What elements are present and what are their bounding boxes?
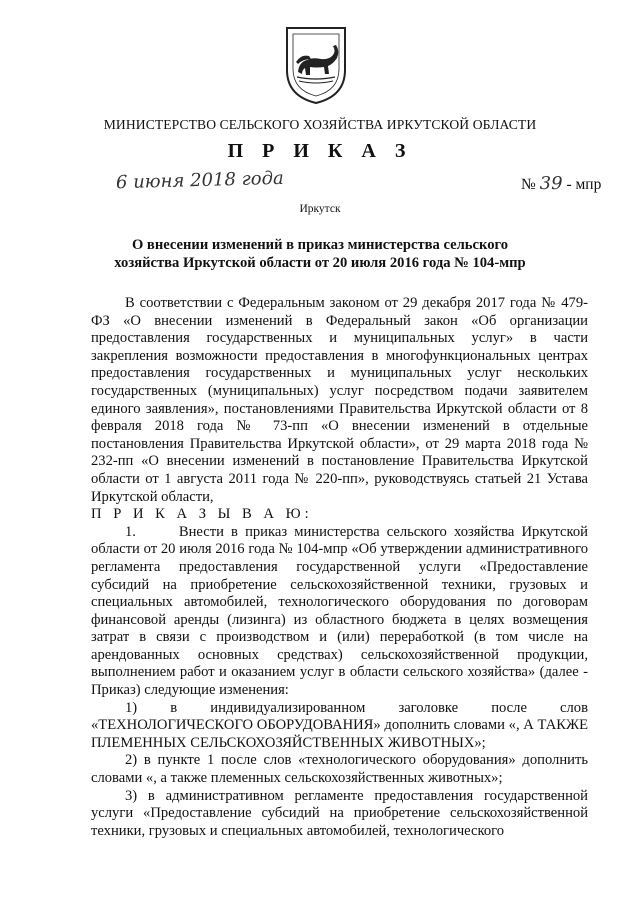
order-number bbox=[521, 173, 601, 194]
subitem-1-paragraph: 1) в индивидуализированном заголовке после слов «ТЕХНОЛОГИЧЕСКОГО ОБОРУДОВАНИЯ» дополнить словами «, А ТАКЖЕ ПЛЕМЕННЫХ СЕЛЬСКОХОЗЯЙСТВЕННЫХ ЖИВОТНЫХ»; bbox=[91, 699, 588, 751]
subitem-2-paragraph: 2) в пункте 1 после слов «технологического оборудования» дополнить словами «, а также племенных сельскохозяйственных животных»; bbox=[91, 752, 588, 787]
handwritten-number: 39 bbox=[539, 173, 563, 194]
handwritten-date: 6 июня 2018 года bbox=[115, 167, 284, 194]
number-sign: № bbox=[521, 176, 536, 193]
coat-of-arms-icon bbox=[283, 24, 349, 106]
subject-line: хозяйства Иркутской области от 20 июля 2016 года № 104-мпр bbox=[114, 255, 526, 271]
document-body bbox=[91, 295, 588, 840]
item-1-paragraph: 1. Внести в приказ министерства сельского хозяйства Иркутской области от 20 июля 2016 года № 104-мпр «Об утверждении административного регламента предоставления государственной услуги «Предоставление субсидий на приобретение сельскохозяйственной техники, грузовых и специальных автомобилей, технологического оборудования по договорам финансовой аренды (лизинга) из областного бюджета в целях возмещения затрат в связи с производством и (или) переработкой (в том числе на арендованных основных средствах) сельскохозяйственной продукции, выполнением работ и оказанием услуг в области сельского хозяйства» (далее - Приказ) следующие изменения: bbox=[91, 523, 588, 699]
document-title: П Р И К А З bbox=[227, 140, 413, 162]
number-suffix: - мпр bbox=[566, 176, 602, 193]
subject-line: О внесении изменений в приказ министерства сельского bbox=[131, 237, 509, 253]
ministry-name: МИНИСТЕРСТВО СЕЛЬСКОГО ХОЗЯЙСТВА ИРКУТСКОЙ ОБЛАСТИ bbox=[103, 117, 537, 132]
prikazyvayu-heading: П Р И К А З Ы В А Ю: bbox=[91, 506, 313, 523]
order-subject bbox=[90, 236, 550, 272]
subitem-3-paragraph: 3) в административном регламенте предоставления государственной услуги «Предоставление субсидий на приобретение сельскохозяйственной техники, грузовых и специальных автомобилей, технологического bbox=[91, 787, 588, 839]
city: Иркутск bbox=[299, 203, 341, 215]
preamble-paragraph: В соответствии с Федеральным законом от 29 декабря 2017 года № 479-ФЗ «О внесении изменений в Федеральный закон «Об организации предоставления государственных и муниципальных услуг» в части закрепления возможности предоставления в многофункциональных центрах предоставления государственных и муниципальных услуг нескольких государственных (муниципальных) услуг посредством подачи заявителем единого заявления», постановлениями Правительства Иркутской области от 8 февраля 2018 года № 73-пп «О внесении изменений в отдельные постановления Правительства Иркутской области», от 29 марта 2018 года № 232-пп «О внесении изменений в постановление Правительства Иркутской области от 1 августа 2011 года № 220-пп», руководствуясь статьей 21 Устава Иркутской области, bbox=[91, 295, 588, 505]
